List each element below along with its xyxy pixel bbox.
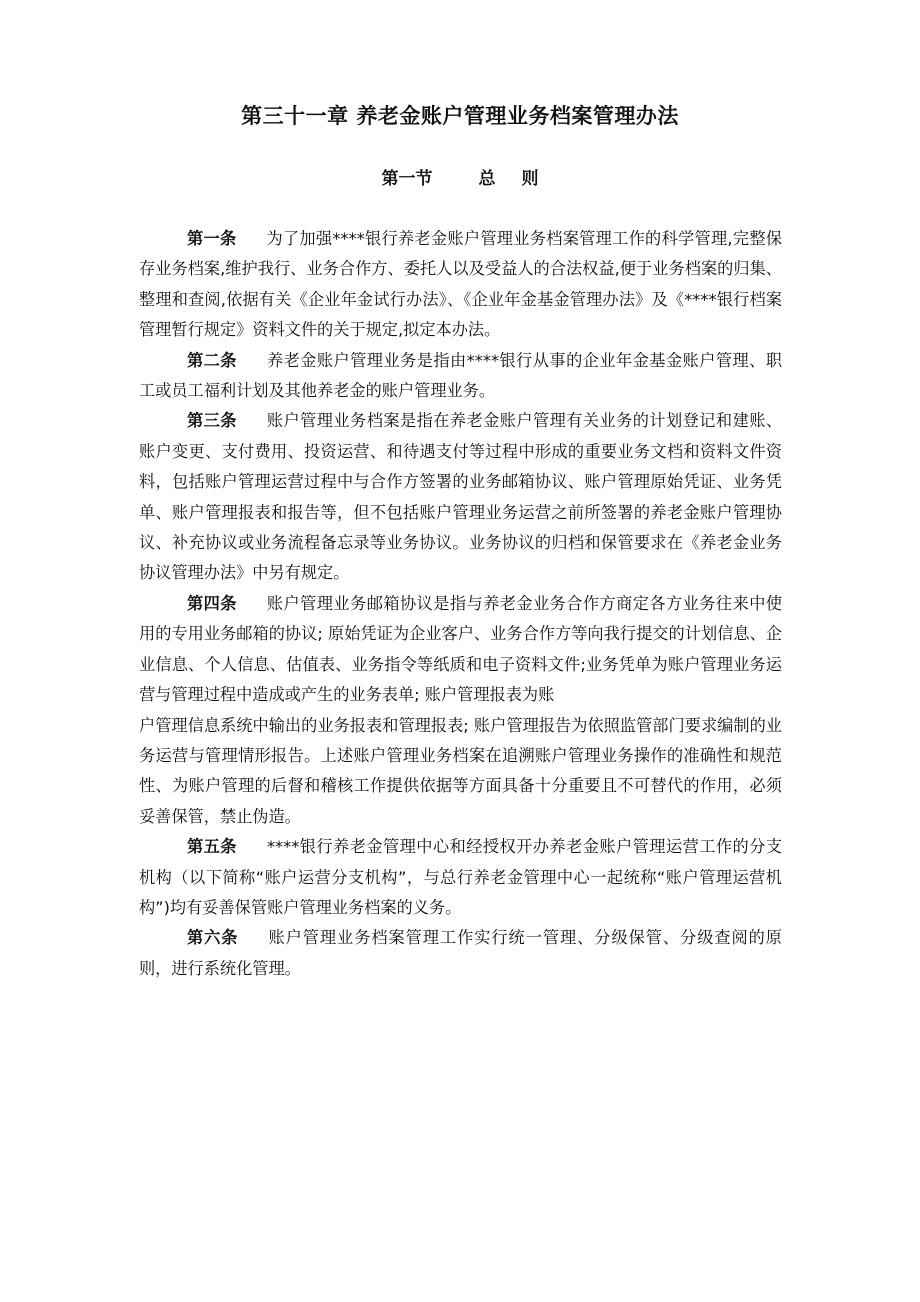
article-label: 第五条 <box>187 837 237 857</box>
article-text: 养老金账户管理业务是指由****银行从事的企业年金基金账户管理、职工或员工福利计划及其他养老金的账户管理业务。 <box>139 350 783 401</box>
article-2 <box>139 346 782 407</box>
chapter-title: 第三十一章 养老金账户管理业务档案管理办法 <box>241 104 679 128</box>
article-text: 为了加强****银行养老金账户管理业务档案管理工作的科学管理,完整保存业务档案,维护我行、业务合作方、委托人以及受益人的合法权益,便于业务档案的归集、整理和查阅,依据有关《企业年金试行办法》、《企业年金基金管理办法》及《****银行档案管理暂行规定》资料文件的关于规定,拟定本办法。 <box>139 229 783 340</box>
section-word-1: 总 <box>478 169 496 189</box>
article-label: 第二条 <box>187 350 237 370</box>
article-label: 第四条 <box>187 593 237 613</box>
article-3 <box>139 406 782 588</box>
article-text: ****银行养老金管理中心和经授权开办养老金账户管理运营工作的分支机构（以下简称“账户运营分支机构”，与总行养老金管理中心一起统称“账户管理运营机构”)均有妥善保管账户管理业务档案的义务。 <box>139 837 783 917</box>
article-text: 账户管理业务档案是指在养老金账户管理有关业务的计划登记和建账、账户变更、支付费用、投资运营、和待遇支付等过程中形成的重要业务文档和资料文件资料，包括账户管理运营过程中与合作方签署的业务邮箱协议、账户管理原始凭证、业务凭单、账户管理报表和报告等，但不包括账户管理业务运营之前所签署的养老金账户管理协议、补充协议或业务流程备忘录等业务协议。业务协议的归档和保管要求在《养老金业务协议管理办法》中另有规定。 <box>139 411 783 583</box>
article-label: 第三条 <box>187 411 237 431</box>
article-1 <box>139 224 782 346</box>
section-heading <box>0 164 920 194</box>
article-5 <box>139 832 782 923</box>
article-6 <box>139 923 782 984</box>
article-text: 账户管理业务档案管理工作实行统一管理、分级保管、分级查阅的原则，进行系统化管理。 <box>139 928 782 978</box>
article-label: 第一条 <box>187 229 237 248</box>
article-text: 账户管理业务邮箱协议是指与养老金业务合作方商定各方业务往来中使用的专用业务邮箱的协议; 原始凭证为企业客户、业务合作方等向我行提交的计划信息、企业信息、个人信息、估值表、业务指令等纸质和电子资料文件;业务凭单为账户管理业务运营与管理过程中造成或产生的业务表单; 账户管理报表为账 <box>139 593 783 705</box>
article-4-continuation: 户管理信息系统中输出的业务报表和管理报表; 账户管理报告为依照监管部门要求编制的业务运营与管理情形报告。上述账户管理业务档案在追溯账户管理业务操作的准确性和规范性、为账户管理的后督和稽核工作提供依据等方面具备十分重要且不可替代的作用，必须妥善保管，禁止伪造。 <box>139 715 782 826</box>
document-body <box>139 224 782 984</box>
article-label: 第六条 <box>187 928 239 948</box>
article-4 <box>139 589 782 711</box>
section-prefix: 第一节 <box>381 169 433 189</box>
section-word-2: 则 <box>521 169 539 189</box>
